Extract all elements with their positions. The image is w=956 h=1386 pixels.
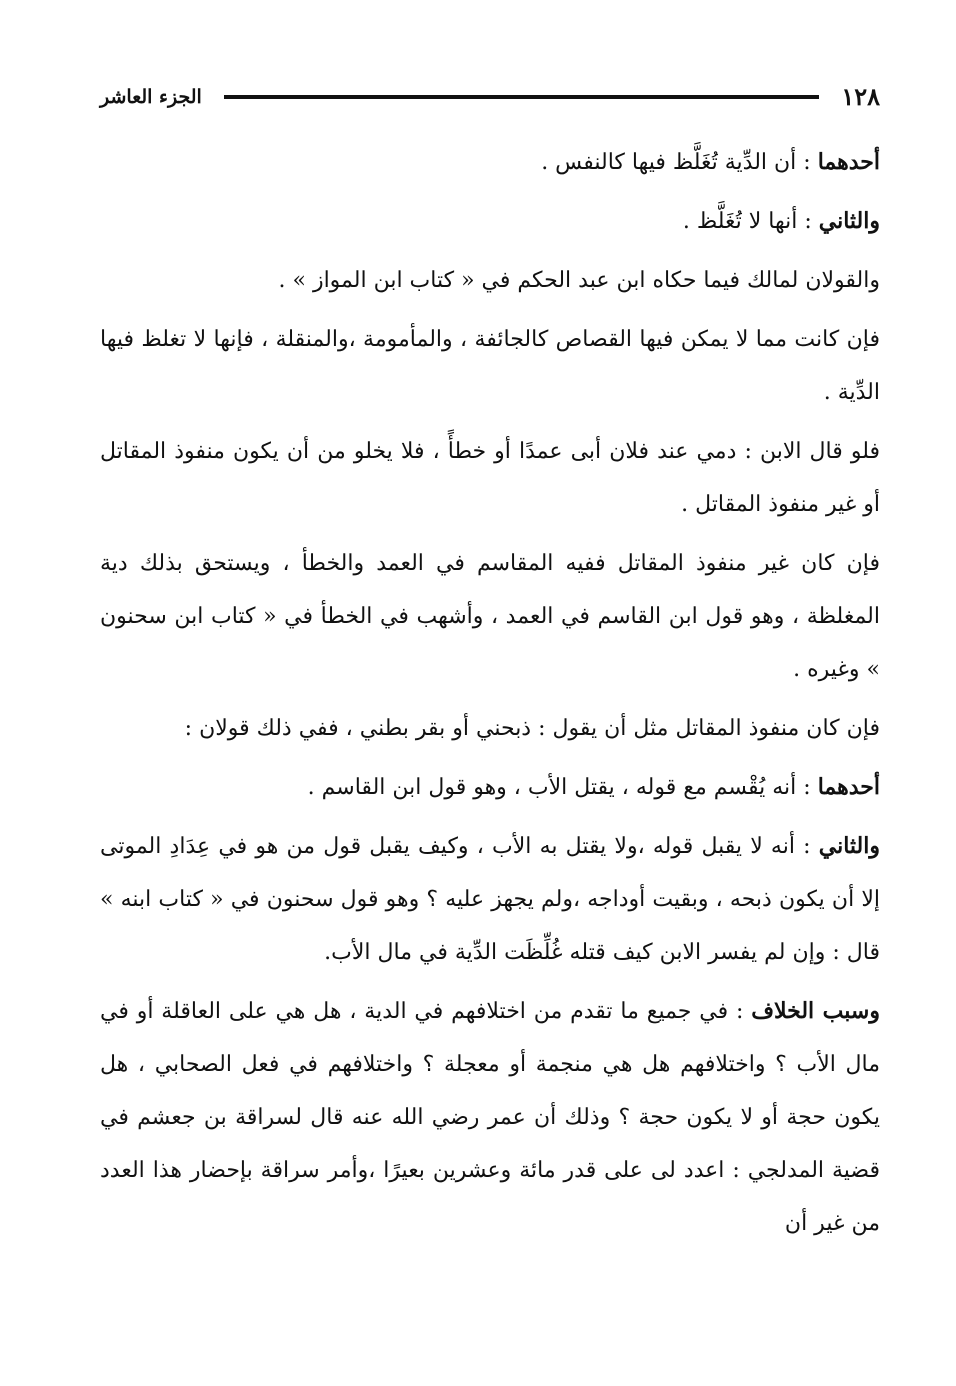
paragraph bbox=[100, 702, 880, 755]
paragraph-text: : في جميع ما تقدم من اختلافهم في الدية ، هل هي على العاقلة أو في مال الأب ؟ واختلافهم هل هي منجمة أو معجلة ؟ واختلافهم في فعل الصحابي ، هل يكون حجة أو لا يكون حجة ؟ وذلك أن عمر رضي الله عنه قال لسراقة بن جعشم في قضية المدلجي : اعدد لى على قدر مائة وعشرين بعيرًا ،وأمر سراقة بإحضار هذا العدد من غير أن bbox=[100, 999, 880, 1236]
page-number: ١٢٨ bbox=[841, 82, 880, 111]
paragraph-text: : أن الدِّية تُغَلَّظ فيها كالنفس . bbox=[541, 150, 818, 175]
paragraph bbox=[100, 136, 880, 189]
document-page bbox=[100, 72, 880, 1362]
paragraph bbox=[100, 761, 880, 814]
paragraph bbox=[100, 820, 880, 979]
paragraph-text: فإن كانت مما لا يمكن فيها القصاص كالجائفة ، والمأمومة ،والمنقلة ، فإنها لا تغلظ فيها الدِّية . bbox=[100, 327, 880, 405]
paragraph-text: : أنه لا يقبل قوله ،ولا يقتل به الأب ، وكيف يقبل قول من هو في عِدَادِ الموتى إلا أن يكون ذبحه ، وبقيت أوداجه ،ولم يجهز عليه ؟ وهو قول سحنون في « كتاب ابنه » قال : وإن لم يفسر الابن كيف قتله غُلِّظَت الدِّية في مال الأب. bbox=[100, 834, 880, 965]
running-title: الجزء العاشر bbox=[100, 85, 202, 108]
paragraph-lead: وسبب الخلاف bbox=[751, 998, 880, 1024]
page-body bbox=[100, 136, 880, 1250]
paragraph bbox=[100, 195, 880, 248]
paragraph bbox=[100, 985, 880, 1250]
header-rule bbox=[224, 95, 820, 99]
paragraph-lead: أحدهما bbox=[817, 774, 880, 800]
paragraph bbox=[100, 313, 880, 419]
paragraph-lead: أحدهما bbox=[817, 149, 880, 175]
paragraph-lead: والثاني bbox=[818, 208, 880, 234]
paragraph-text: فإن كان غير منفوذ المقاتل ففيه المقاسم في العمد والخطأ ، ويستحق بذلك دية المغلظة ، وهو قول ابن القاسم في العمد ، وأشهب في الخطأ في « كتاب ابن سحنون » وغيره . bbox=[100, 551, 880, 682]
paragraph bbox=[100, 254, 880, 307]
paragraph bbox=[100, 537, 880, 696]
paragraph-text: فلو قال الابن : دمي عند فلان أبى عمدًا أو خطأً ، فلا يخلو من أن يكون منفوذ المقاتل أو غير منفوذ المقاتل . bbox=[100, 439, 880, 517]
paragraph-text: فإن كان منفوذ المقاتل مثل أن يقول : ذبحني أو بقر بطني ، ففي ذلك قولان : bbox=[184, 716, 880, 741]
paragraph-text: : أنه يُقْسم مع قوله ، يقتل الأب ، وهو قول ابن القاسم . bbox=[307, 775, 818, 800]
paragraph-text: : أنها لا تُغَلَّظ . bbox=[682, 209, 819, 234]
paragraph bbox=[100, 425, 880, 531]
page-header bbox=[100, 72, 880, 122]
paragraph-text: والقولان لمالك فيما حكاه ابن عبد الحكم في « كتاب ابن المواز » . bbox=[278, 268, 880, 293]
paragraph-lead: والثاني bbox=[818, 833, 880, 859]
